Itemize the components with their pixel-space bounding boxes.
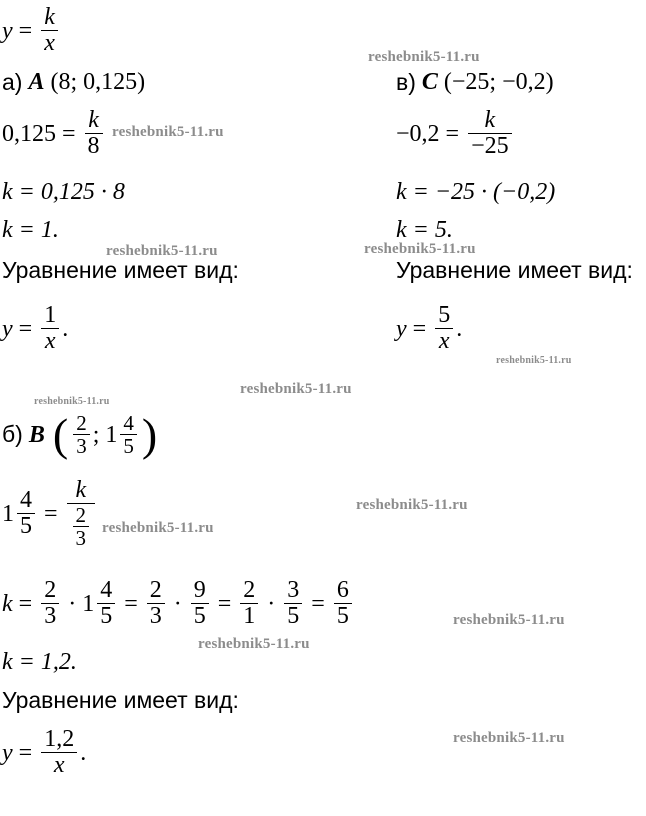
case-a-sentence: Уравнение имеет вид: — [2, 257, 239, 283]
case-a-eq1-den: 8 — [87, 133, 100, 160]
case-b-point-x: $\frac{2}{3}$ — [73, 412, 90, 457]
case-a-coords: (8; 0,125) — [50, 69, 146, 95]
formula-x: x — [44, 30, 55, 57]
watermark: reshebnik5-11.ru — [368, 49, 480, 65]
case-v-label: в) — [396, 68, 416, 95]
watermark: reshebnik5-11.ru — [112, 124, 224, 140]
case-a-label: а) — [2, 68, 23, 95]
case-b-equation-2: k = $\frac{2}{3}$ · 1 $\frac{4}{5}$ = $\frac{2}{3}$ · $\frac{9}{5}$ = $\frac{2}{1}$ · $\frac{3}{5}$ = $\frac{6}{5}$ — [2, 578, 355, 629]
case-b-eq1-lhs: 1 $\frac{4}{5}$ — [2, 488, 38, 539]
formula-y: y — [2, 17, 13, 44]
watermark: reshebnik5-11.ru — [453, 612, 565, 628]
case-v-answer-den: x — [438, 328, 450, 355]
case-v-coords: (−25; −0,2) — [443, 69, 554, 95]
watermark: reshebnik5-11.ru — [240, 381, 352, 397]
case-v-eq1-den: −25 — [471, 133, 509, 160]
case-b-sentence: Уравнение имеет вид: — [2, 687, 239, 713]
case-b-label: б) — [2, 421, 23, 448]
general-formula — [2, 5, 61, 56]
formula-fraction — [41, 5, 58, 56]
case-a-answer: y = $\frac{1}{x}$ . — [2, 302, 69, 355]
case-v-header — [396, 70, 554, 94]
case-a-header — [2, 70, 145, 94]
watermark: reshebnik5-11.ru — [453, 730, 565, 746]
case-a-answer-den: x — [44, 328, 56, 355]
watermark: reshebnik5-11.ru — [102, 520, 214, 536]
case-v-answer-fraction — [435, 303, 453, 354]
case-v-answer-num: 5 — [438, 302, 451, 328]
case-b-equation-3: k = 1,2. — [2, 649, 77, 675]
case-a-eq1-num: k — [88, 107, 99, 133]
watermark: reshebnik5-11.ru — [496, 355, 572, 366]
case-v-answer: y = $\frac{5}{x}$ . — [396, 302, 463, 355]
watermark: reshebnik5-11.ru — [198, 636, 310, 652]
case-v-point: C — [421, 69, 438, 95]
case-v-equation-3: k = 5. — [396, 217, 453, 243]
case-v-eq1-lhs: −0,2 — [396, 120, 440, 147]
case-a-equation-1: 0,125 = $\frac{k}{8}$ — [2, 108, 106, 159]
case-a-equation-2: k = 0,125 · 8 — [2, 179, 125, 205]
case-a-equation-3: k = 1. — [2, 217, 59, 243]
equals-sign: = — [12, 17, 39, 44]
watermark: reshebnik5-11.ru — [364, 241, 476, 257]
case-b-equation-1: 1 $\frac{4}{5}$ = $\frac{k}{\frac{2}{3}}$ — [2, 478, 98, 549]
case-b-point-y: 1 $\frac{4}{5}$ — [105, 412, 140, 457]
case-b-answer-num: 1,2 — [44, 726, 75, 752]
case-b-header: б) B ( $\frac{2}{3}$ ; 1 $\frac{4}{5}$ ) — [2, 408, 158, 460]
case-b-answer-fraction — [41, 727, 77, 778]
case-a-answer-num: 1 — [44, 302, 57, 328]
watermark: reshebnik5-11.ru — [34, 396, 110, 407]
case-b-point: B — [28, 421, 45, 448]
case-b-eq1-inner-fraction: $\frac{2}{3}$ — [73, 504, 90, 549]
case-a-point: A — [28, 69, 45, 95]
watermark: reshebnik5-11.ru — [106, 243, 218, 259]
case-v-sentence: Уравнение имеет вид: — [396, 257, 633, 283]
case-v-eq1-fraction: $\frac{k}{-25}$ — [468, 108, 512, 159]
case-v-equation-1: −0,2 = $\frac{k}{-25}$ — [396, 108, 515, 159]
formula-k: k — [44, 4, 55, 30]
case-b-answer: y = $\frac{1,2}{x}$ . — [2, 726, 87, 779]
case-a-eq1-lhs: 0,125 — [2, 120, 56, 147]
watermark: reshebnik5-11.ru — [356, 497, 468, 513]
case-a-answer-fraction — [41, 303, 59, 354]
case-b-answer-den: x — [53, 752, 65, 779]
case-v-equation-2: k = −25 · (−0,2) — [396, 179, 556, 205]
case-b-eq1-fraction: $\frac{k}{\frac{2}{3}}$ — [67, 478, 96, 549]
case-a-eq1-fraction — [85, 108, 103, 159]
